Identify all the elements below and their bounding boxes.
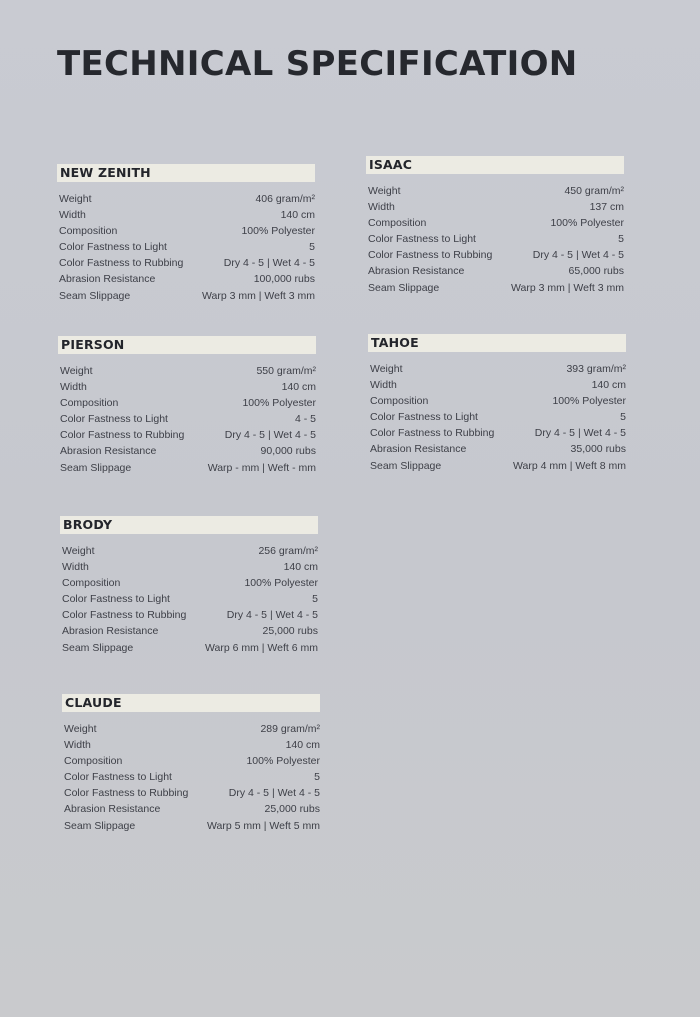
spec-value: 406 gram/m² bbox=[255, 193, 315, 205]
spec-label: Weight bbox=[368, 185, 401, 197]
spec-value: Warp - mm | Weft - mm bbox=[207, 461, 316, 474]
spec-value: 140 cm bbox=[280, 209, 315, 222]
spec-label: Seam Slippage bbox=[59, 289, 131, 302]
block-header: TAHOE bbox=[368, 334, 626, 352]
spec-row bbox=[64, 721, 320, 737]
spec-row bbox=[370, 393, 626, 409]
spec-label: Color Fastness to Rubbing bbox=[370, 427, 495, 440]
spec-row bbox=[368, 247, 624, 263]
spec-row bbox=[370, 409, 626, 425]
spec-row bbox=[368, 263, 624, 279]
spec-label: Weight bbox=[370, 363, 403, 375]
spec-list bbox=[58, 363, 316, 476]
spec-label: Seam Slippage bbox=[370, 459, 442, 472]
spec-label: Composition bbox=[59, 225, 118, 238]
block-header: ISAAC bbox=[366, 156, 624, 174]
spec-value: 5 bbox=[312, 593, 318, 606]
spec-row bbox=[64, 737, 320, 753]
spec-value: Warp 3 mm | Weft 3 mm bbox=[511, 281, 624, 294]
spec-list bbox=[366, 183, 624, 296]
spec-row bbox=[59, 255, 315, 271]
spec-label: Seam Slippage bbox=[62, 641, 134, 654]
spec-value: 393 gram/m² bbox=[566, 363, 626, 375]
spec-row bbox=[62, 591, 318, 607]
spec-value: Dry 4 - 5 | Wet 4 - 5 bbox=[534, 427, 626, 440]
spec-label: Width bbox=[59, 209, 86, 222]
spec-block-pierson bbox=[58, 336, 316, 476]
spec-row bbox=[60, 411, 316, 427]
spec-label: Color Fastness to Light bbox=[368, 233, 476, 246]
spec-row bbox=[62, 623, 318, 639]
spec-label: Abrasion Resistance bbox=[64, 803, 161, 816]
spec-list bbox=[368, 361, 626, 474]
spec-value: 100% Polyester bbox=[242, 397, 316, 410]
spec-value: 256 gram/m² bbox=[258, 545, 318, 557]
spec-value: 140 cm bbox=[283, 561, 318, 574]
spec-row bbox=[59, 239, 315, 255]
spec-label: Color Fastness to Light bbox=[370, 411, 478, 424]
spec-value: 100% Polyester bbox=[246, 755, 320, 768]
spec-row bbox=[368, 231, 624, 247]
spec-row bbox=[60, 363, 316, 379]
spec-row bbox=[60, 427, 316, 443]
spec-value: 140 cm bbox=[591, 379, 626, 392]
spec-label: Weight bbox=[62, 545, 95, 557]
spec-value: 100% Polyester bbox=[550, 217, 624, 230]
spec-row bbox=[62, 640, 318, 656]
spec-value: Dry 4 - 5 | Wet 4 - 5 bbox=[224, 429, 316, 442]
spec-row bbox=[62, 575, 318, 591]
spec-value: Dry 4 - 5 | Wet 4 - 5 bbox=[226, 609, 318, 622]
spec-value: 289 gram/m² bbox=[260, 723, 320, 735]
spec-row bbox=[368, 199, 624, 215]
spec-label: Composition bbox=[370, 395, 429, 408]
spec-row bbox=[64, 818, 320, 834]
spec-label: Seam Slippage bbox=[368, 281, 440, 294]
spec-value: Dry 4 - 5 | Wet 4 - 5 bbox=[223, 257, 315, 270]
spec-value: Dry 4 - 5 | Wet 4 - 5 bbox=[532, 249, 624, 262]
spec-label: Color Fastness to Light bbox=[59, 241, 167, 254]
spec-label: Weight bbox=[59, 193, 92, 205]
spec-label: Width bbox=[60, 381, 87, 394]
spec-value: 4 - 5 bbox=[294, 413, 316, 426]
spec-label: Composition bbox=[64, 755, 123, 768]
spec-block-claude bbox=[62, 694, 320, 834]
block-header: BRODY bbox=[60, 516, 318, 534]
spec-label: Abrasion Resistance bbox=[370, 443, 467, 456]
block-header: NEW ZENITH bbox=[57, 164, 315, 182]
spec-row bbox=[64, 753, 320, 769]
spec-value: 450 gram/m² bbox=[564, 185, 624, 197]
spec-label: Width bbox=[370, 379, 397, 392]
spec-row bbox=[62, 607, 318, 623]
spec-value: 5 bbox=[618, 233, 624, 246]
spec-row bbox=[64, 785, 320, 801]
spec-block-tahoe bbox=[368, 334, 626, 474]
spec-row bbox=[59, 288, 315, 304]
spec-value: Warp 3 mm | Weft 3 mm bbox=[202, 289, 315, 302]
spec-row bbox=[60, 395, 316, 411]
spec-label: Seam Slippage bbox=[64, 819, 136, 832]
spec-value: 5 bbox=[314, 771, 320, 784]
spec-label: Color Fastness to Rubbing bbox=[62, 609, 187, 622]
spec-row bbox=[60, 379, 316, 395]
spec-value: 140 cm bbox=[281, 381, 316, 394]
spec-label: Color Fastness to Light bbox=[62, 593, 170, 606]
spec-label: Abrasion Resistance bbox=[62, 625, 159, 638]
spec-value: Warp 6 mm | Weft 6 mm bbox=[205, 641, 318, 654]
spec-label: Color Fastness to Light bbox=[60, 413, 168, 426]
spec-row bbox=[370, 425, 626, 441]
spec-value: 100% Polyester bbox=[244, 577, 318, 590]
spec-row bbox=[370, 458, 626, 474]
spec-block-brody bbox=[60, 516, 318, 656]
spec-label: Abrasion Resistance bbox=[368, 265, 465, 278]
spec-value: 25,000 rubs bbox=[262, 625, 318, 638]
spec-label: Composition bbox=[62, 577, 121, 590]
spec-row bbox=[368, 183, 624, 199]
spec-label: Abrasion Resistance bbox=[60, 445, 157, 458]
spec-value: 65,000 rubs bbox=[568, 265, 624, 278]
spec-row bbox=[59, 223, 315, 239]
spec-block-new-zenith bbox=[57, 164, 315, 304]
spec-label: Color Fastness to Rubbing bbox=[64, 787, 189, 800]
spec-value: Warp 5 mm | Weft 5 mm bbox=[207, 819, 320, 832]
spec-value: 100% Polyester bbox=[241, 225, 315, 238]
spec-row bbox=[60, 443, 316, 459]
spec-value: 5 bbox=[620, 411, 626, 424]
spec-label: Weight bbox=[60, 365, 93, 377]
spec-list bbox=[60, 543, 318, 656]
spec-row bbox=[60, 460, 316, 476]
spec-value: 35,000 rubs bbox=[570, 443, 626, 456]
spec-label: Composition bbox=[368, 217, 427, 230]
spec-row bbox=[370, 377, 626, 393]
spec-label: Color Fastness to Light bbox=[64, 771, 172, 784]
spec-value: 90,000 rubs bbox=[260, 445, 316, 458]
spec-value: 550 gram/m² bbox=[256, 365, 316, 377]
spec-label: Color Fastness to Rubbing bbox=[60, 429, 185, 442]
block-header: PIERSON bbox=[58, 336, 316, 354]
spec-label: Width bbox=[62, 561, 89, 574]
spec-value: 100,000 rubs bbox=[253, 273, 315, 286]
spec-row bbox=[368, 280, 624, 296]
spec-row bbox=[370, 361, 626, 377]
spec-label: Seam Slippage bbox=[60, 461, 132, 474]
spec-value: 140 cm bbox=[285, 739, 320, 752]
spec-value: 5 bbox=[309, 241, 315, 254]
spec-list bbox=[62, 721, 320, 834]
spec-value: 100% Polyester bbox=[552, 395, 626, 408]
spec-label: Composition bbox=[60, 397, 119, 410]
spec-value: 25,000 rubs bbox=[264, 803, 320, 816]
spec-value: Dry 4 - 5 | Wet 4 - 5 bbox=[228, 787, 320, 800]
spec-block-isaac bbox=[366, 156, 624, 296]
spec-row bbox=[59, 271, 315, 287]
spec-row bbox=[64, 769, 320, 785]
spec-row bbox=[368, 215, 624, 231]
spec-label: Width bbox=[64, 739, 91, 752]
spec-label: Color Fastness to Rubbing bbox=[368, 249, 493, 262]
spec-value: Warp 4 mm | Weft 8 mm bbox=[513, 459, 626, 472]
spec-label: Weight bbox=[64, 723, 97, 735]
spec-label: Width bbox=[368, 201, 395, 214]
spec-value: 137 cm bbox=[589, 201, 624, 214]
page-title: TECHNICAL SPECIFICATION bbox=[57, 44, 578, 84]
spec-row bbox=[62, 543, 318, 559]
spec-row bbox=[62, 559, 318, 575]
spec-row bbox=[59, 191, 315, 207]
spec-list bbox=[57, 191, 315, 304]
block-header: CLAUDE bbox=[62, 694, 320, 712]
spec-row bbox=[370, 441, 626, 457]
spec-row bbox=[64, 801, 320, 817]
spec-label: Abrasion Resistance bbox=[59, 273, 156, 286]
spec-label: Color Fastness to Rubbing bbox=[59, 257, 184, 270]
spec-row bbox=[59, 207, 315, 223]
